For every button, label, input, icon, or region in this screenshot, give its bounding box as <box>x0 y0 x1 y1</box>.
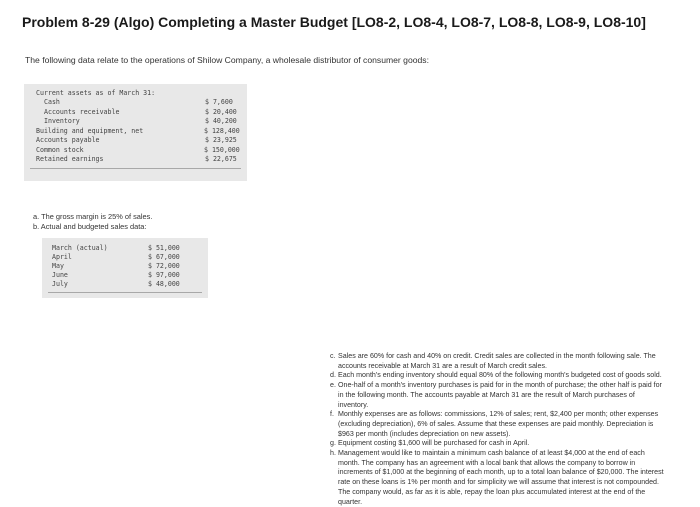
assets-heading: Current assets as of March 31: <box>36 89 156 97</box>
item-text: Equipment costing $1,600 will be purchased for cash in April. <box>338 439 530 448</box>
sales-month: June <box>52 271 68 279</box>
note-a: a. The gross margin is 25% of sales. <box>33 212 153 221</box>
sales-amount: $ 67,000 <box>148 253 180 261</box>
asset-label: Common stock <box>36 146 84 154</box>
item-marker: c. <box>330 352 336 360</box>
sales-month: July <box>52 280 68 288</box>
item-marker: h. <box>330 449 336 458</box>
item-text: Management would like to maintain a minimum cash balance of at least $4,000 at the end of each month. The company has an agreement with a local bank that allows the company to borrow in increments of $1,000 at the beginning of each month, up to a total loan balance of $20,000. The interest rate on these loans is 1% per month and for simplicity we will assume that interest is not compounded. The company would, as far as it is able, repay the loan plus accumulated interest at the end of the quarter. <box>338 449 664 506</box>
table-divider <box>48 292 202 293</box>
sales-month: April <box>52 253 72 261</box>
condition-item <box>330 449 665 507</box>
item-text: Each month's ending inventory should equal 80% of the following month's budgeted cost of goods sold. <box>338 371 662 380</box>
item-text: Sales are 60% for cash and 40% on credit. Credit sales are collected in the month following sale. The accounts receivable at March 31 are a result of March credit sales. <box>338 352 656 370</box>
conditions-list <box>330 352 665 507</box>
sales-amount: $ 97,000 <box>148 271 180 279</box>
problem-title: Problem 8-29 (Algo) Completing a Master Budget [LO8-2, LO8-4, LO8-7, LO8-8, LO8-9, LO8-10] <box>22 14 646 30</box>
asset-amount: $ 40,200 <box>205 117 237 125</box>
sales-amount: $ 51,000 <box>148 244 180 252</box>
asset-label: Accounts payable <box>36 136 100 144</box>
intro-text: The following data relate to the operations of Shilow Company, a wholesale distributor of consumer goods: <box>25 55 429 65</box>
item-marker: f. <box>330 410 334 419</box>
sales-amount: $ 72,000 <box>148 262 180 270</box>
condition-item <box>330 371 665 381</box>
asset-amount: $ 23,925 <box>205 136 237 144</box>
condition-item <box>330 352 665 371</box>
asset-label: Cash <box>44 98 60 106</box>
item-text: One-half of a month's inventory purchases is paid for in the month of purchase; the other half is paid for in the following month. The accounts payable at March 31 are the result of March purchases of inventory. <box>338 381 662 409</box>
item-text: Monthly expenses are as follows: commissions, 12% of sales; rent, $2,400 per month; other expenses (excluding depreciation), 6% of sales. Assume that these expenses are paid monthly. Depreciation is $963 per month (includes depreciation on new assets). <box>338 410 659 438</box>
item-marker: g. <box>330 439 336 448</box>
condition-item <box>330 410 665 439</box>
item-marker: e. <box>330 381 336 390</box>
asset-amount: $ 7,600 <box>205 98 233 106</box>
current-assets-table <box>24 84 247 181</box>
condition-item <box>330 439 665 449</box>
condition-item <box>330 381 665 410</box>
asset-label: Inventory <box>44 117 80 125</box>
asset-amount: $ 22,675 <box>205 155 237 163</box>
asset-amount: $ 128,400 <box>204 127 240 135</box>
asset-label: Accounts receivable <box>44 108 120 116</box>
note-b: b. Actual and budgeted sales data: <box>33 222 147 231</box>
sales-month: May <box>52 262 64 270</box>
asset-label: Retained earnings <box>36 155 104 163</box>
sales-month: March (actual) <box>52 244 108 252</box>
sales-data-table <box>42 238 208 298</box>
sales-amount: $ 48,000 <box>148 280 180 288</box>
table-divider <box>30 168 241 169</box>
asset-amount: $ 150,000 <box>204 146 240 154</box>
asset-label: Building and equipment, net <box>36 127 144 135</box>
asset-amount: $ 20,400 <box>205 108 237 116</box>
item-marker: d. <box>330 371 336 380</box>
